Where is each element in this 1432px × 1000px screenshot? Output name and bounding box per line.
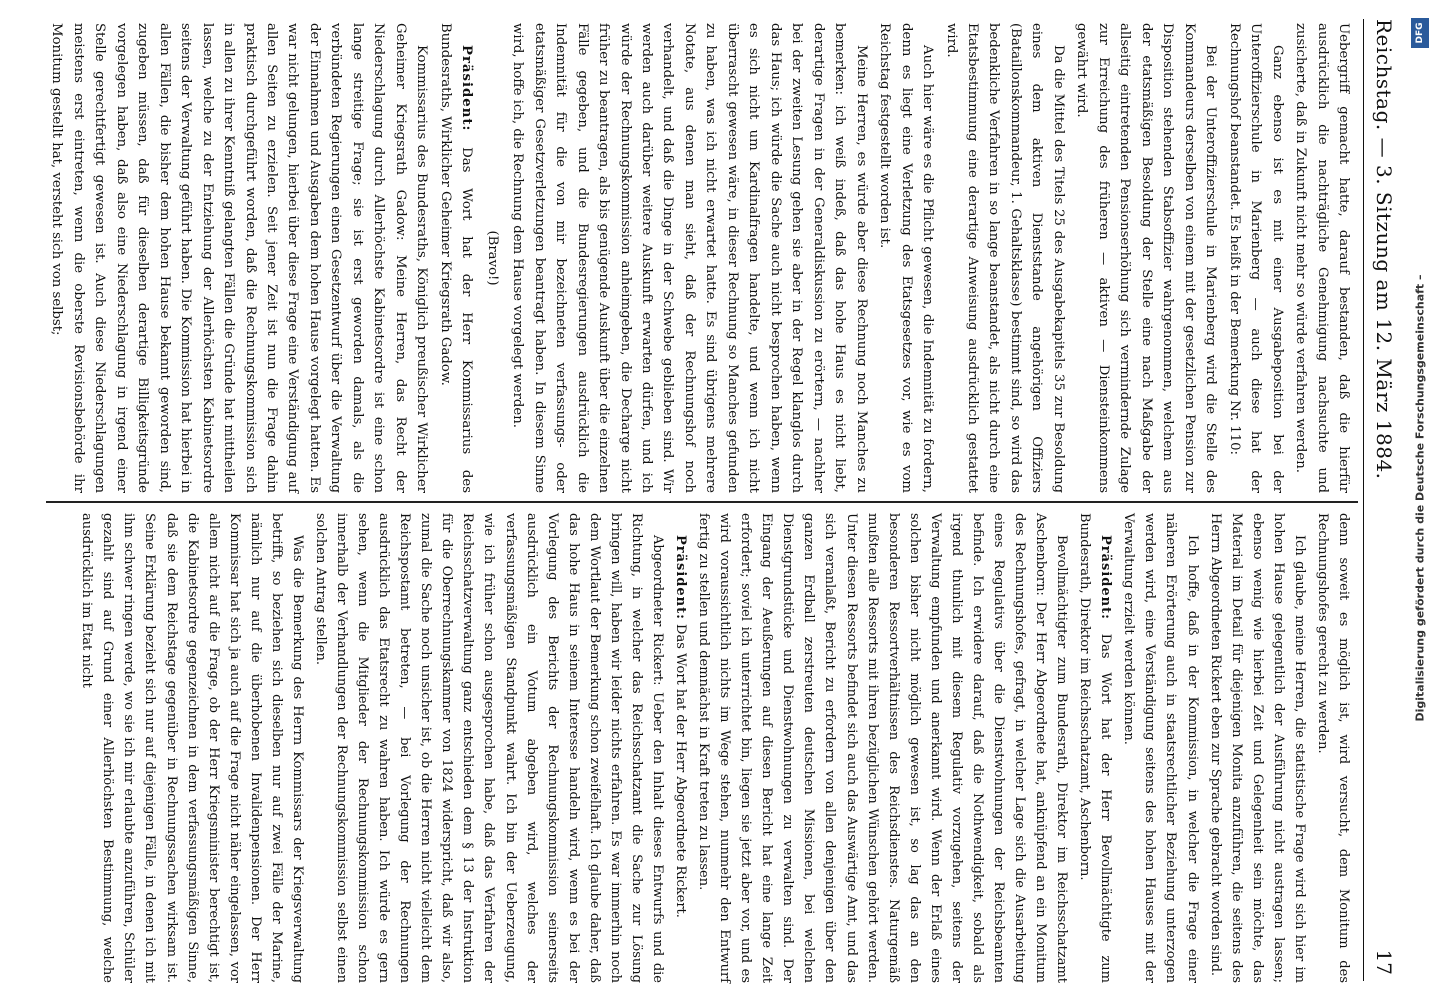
- paragraph: Meine Herren, es würde aber diese Rechnung noch Manches zu bemerken: ich weiß indeß, daß das hohe Haus es nicht liebt, derartige Fragen in der Generaldiskussion zu erörtern, — nachher bei der zweiten Lesung gehen sie aber in der Regel klanglos durch das Haus; ich würde die Sache auch nicht besprochen haben, wenn es sich nicht um Kardinalfragen handelte, und wenn ich nicht überrascht gewesen wäre, in dieser Rechnung so Manches gefunden zu haben, was ich nicht erwartet hatte. Es sind übrigens mehrere Notate, aus denen man sieht, daß der Rechnungshof noch verhandelt, und daß die Dinge in der Schwebe geblieben sind. Wir werden auch darüber weitere Auskunft erwarten dürfen, und ich würde der Rechnungskommission anheimgeben, die Decharge nicht früher zu beantragen, als bis genügende Auskunft über die einzelnen Fälle gegeben, und die Bundesregierungen ausdrücklich die Indemnität für die von mir bezeichneten verfassungs- oder etatsmäßiger Gesetzverletzungen beantragt haben. In diesem Sinne wird, hoffe ich, die Rechnung dem Hause vorgelegt werden.: [510, 23, 869, 493]
- paragraph: Ich hoffe, daß in der Kommission, in welcher die Frage einer näheren Erörterung auch in staatsrechtlicher Beziehung unterzogen werden wird, eine Verständigung seitens des hohen Hauses mit der Verwaltung erzielt werden können.: [1121, 513, 1200, 983]
- column-divider: [46, 501, 1358, 503]
- page-number: 17: [1372, 949, 1396, 975]
- page-header: [1363, 19, 1400, 981]
- speaker-paragraph: [1074, 513, 1116, 983]
- dfg-stamp-text: Digitalisierung gefördert durch die Deutsche Forschungsgemeinschaft –: [1413, 274, 1427, 722]
- paragraph: Abgeordneter Rickert: Ueber den Inhalt dieses Entwurfs und die Richtung, in welcher das Reichsschatzamt die Sache zur Lösung bringen will, haben wir leider nichts erfahren. Es war immerhin noch dem Wortlaut der Bemerkung schon zweifelhaft. Ich glaube daher, daß das hohe Haus in seinem Interesse handeln wird, wenn es bei der Vorlegung des Berichts der Rechnungskommission seinerseits ausdrücklich ein Votum abgeben wird, welches der verfassungsmäßigen Standpunkt wahrt. Ich bin der Ueberzeugung, wie ich früher schon ausgesprochen habe, daß das Verfahren der Reichsschatzverwaltung ganz entschieden dem § 13 der Instruktion für die Oberrechnungskammer von 1824 widerspricht, daß wir also, zumal die Sache noch unsicher ist, ob die Herren nicht vielleicht dem Reichspostamt betreten, — bei Vorlegung der Rechnungen ausdrücklich das Etatsrecht zu wahren haben. Ich würde es gern sehen, wenn die Mitglieder der Rechnungskommission schon innerhalb der Verhandlungen der Rechnungskommission selbst einen solchen Antrag stellen.: [313, 513, 665, 983]
- document-page: [26, 5, 1406, 995]
- applause-note: (Bravo!): [484, 230, 500, 286]
- running-title: Reichstag. — 3. Sitzung am 12. März 1884.: [1372, 19, 1396, 480]
- speaker-text: Das Wort hat der Herr Kommissarius des Bundesraths, Wirklicher Geheimer Kriegsrath Gadow.: [437, 23, 475, 493]
- speaker-text: Das Wort hat der Herr Bevollmächtigte zum Bundesrath, Direktor im Reichsschatzamt, Aschenborn.: [1077, 513, 1114, 983]
- speaker-paragraph: [434, 23, 477, 493]
- paragraph: Bevollmächtigter zum Bundesrath, Direktor im Reichsschatzamt Aschenborn: Der Herr Abgeordnete hat, anknüpfend an ein Monitum des Rechnungshofes, gefragt, in welcher Lage sich die Ausarbeitung eines Regulativs über die Dienstwohnungen der Reichsbeamten befinde. Ich erwidere darauf, daß die Nothwendigkeit, sobald als irgend thunlich mit diesem Regulativ vorzugehen, seitens der Verwaltung empfunden und anerkannt wird. Wenn der Erlaß eines solchen bisher nicht möglich gewesen ist, so lag das an den besonderen Ressortverhältnissen des Reichsdienstes. Naturgemäß mußten alle Ressorts mit ihren bezüglichen Wünschen gehört werden. Unter diesen Ressorts befindet sich auch das Auswärtige Amt, und das sich veranlaßt, Bericht zu erfordern von allen denjenigen über den ganzen Erdball zerstreuten deutschen Missionen, bei welchen Dienstgrundstücke und Dienstwohnungen zu verwalten sind. Der Eingang der Aeußerungen auf diesen Bericht hat eine lange Zeit erfordert; soviel ich unterrichtet bin, liegen sie jetzt aber vor, und es wird voraussichtlich nichts im Wege stehen, nunmehr den Entwurf fertig zu stellen und demnächst in Kraft treten zu lassen.: [696, 513, 1070, 983]
- dfg-stamp: [1410, 18, 1430, 978]
- speaker-paragraph: [670, 513, 691, 983]
- speaker-label: Präsident:: [459, 45, 475, 132]
- paragraph: Ich glaube, meine Herren, die statistische Frage wird sich hier im hohen Hause gelegentlich der Ausführung nicht austragen lassen; ebenso wenig wie hierbei Zeit und Gelegenheit sein möchte, das Material im Detail für diejenigen Monita anzuführen, die seitens des Herrn Abgeordneten Rickert eben zur Sprache gebracht worden sind.: [1207, 513, 1307, 983]
- quoted-paragraph: Bei der Unteroffizierschule in Marienberg wird die Stelle des Kommandeurs derselben von einem mit der gesetzlichen Pension zur Disposition stehenden Stabsoffizier wahrgenommen, welchem aus der etatsmäßigen Besoldung der Stelle eine nach Maßgabe der allseitig eintretenden Pensionserhöhung sich vermindernde Zulage zur Erreichung des früheren — aktiven — Diensteinkommens gewährt wird.: [1074, 23, 1219, 493]
- speaker-text: Das Wort hat der Herr Abgeordnete Rickert.: [673, 619, 689, 918]
- quoted-paragraph: Da die Mittel des Titels 25 des Ausgabekapitels 35 zur Besoldung eines dem aktiven Dienststande angehörigen Offiziers (Bataillonskommandeur, 1. Gehaltsklasse) bestimmt sind, so wird das bedenkliche Verfahren in so lange beanstandet, als nicht durch eine Etatsbestimmung eine derartige Anweisung ausdrücklich gestattet wird.: [943, 23, 1066, 493]
- paragraph: Was die Bemerkung des Herrn Kommissars der Kriegsverwaltung betrifft, so beziehen sich dieselben nur auf zwei Fälle der Marine, nämlich nur auf die überhobenen Invalidenpensionen. Der Herr Kommissar hat sich ja auch auf die Frage nicht näher eingelassen, vor allem nicht auf die Frage, ob der Herr Kriegsminister berechtigt ist, die Kabinetsordre gegenzeichnen in dem verfassungsmäßigen Sinne, daß sie dem Reichstage gegenüber in Rechnungssachen wirksam ist. Seine Erklärung bezieht sich nur auf diejenigen Fälle, in denen ich mit ihm schwer ringen werde, wo sie ich mir erlaubte anzuführen, Schüler gezahlt sind auf Grund einer Allerhöchsten Bestimmung, welche ausdrücklich im Etat nicht: [79, 513, 305, 983]
- paragraph: Ganz ebenso ist es mit einer Ausgabeposition bei der Unteroffizierschule in Marienberg — auch diese hat der Rechnungshof beanstandet. Es heißt in der Bemerkung Nr. 110:: [1226, 23, 1285, 493]
- paragraph: Uebergriff gemacht hatte, darauf bestanden, daß die hierfür ausdrücklich die nachträgliche Genehmigung nachsuchte und zusicherte, daß in Zukunft nicht mehr so würde verfahren werden.: [1293, 23, 1351, 493]
- text-column-left: [36, 23, 1354, 493]
- paragraph: Kommissarius des Bundesraths, Königlich preußischer Wirklicher Geheimer Kriegsrath Gadow: Meine Herren, das Recht der Niederschlagung durch Allerhöchste Kabinetsordre ist eine schon lange streitige Frage; sie ist erst geworden damals, als die verbündeten Regierungen einen Gesetzentwurf über die Verwaltung der Einnahmen und Ausgaben dem hohen Hause vorgelegt hatten. Es war nicht gelungen, hierbei über diese Frage eine Verständigung auf allen Seiten zu erzielen. Seit jener Zeit ist nun die Frage dahin praktisch durchgeführt worden, daß die Rechnungskommission sich in allen zu ihrer Kenntniß gelangten Fällen die Gründe hat mittheilen lassen, welche zu der Entziehung der Allerhöchsten Kabinetsordre seitens der Verwaltung geführt haben. Die Kommission hat hierbei in allen Fällen, die bisher dem hohen Hause bekannt geworden sind, zugeben müssen, daß für dieselben derartige Billigkeitsgründe vorgelegen haben, daß also eine Niederschlagung in irgend einer Stelle gerechtfertigt gewesen ist. Auch diese Niederschlagungen meistens erst eintreten, wenn die oberste Revisionsbehörde ihr Monitum gestellt hat, versteht sich von selbst;: [49, 23, 430, 493]
- speaker-label: Präsident:: [1098, 535, 1114, 620]
- speaker-label: Präsident:: [673, 535, 689, 620]
- paragraph: Auch hier wäre es die Pflicht gewesen, die Indemnität zu fordern, denn es liegt eine Verletzung des Etatsgesetzes vor, wie es vom Reichstag festgestellt worden ist.: [877, 23, 936, 493]
- text-column-right: [36, 513, 1354, 983]
- paragraph: denn soweit es möglich ist, wird versucht, dem Monitum des Rechnungshofes gerecht zu werden.: [1314, 513, 1351, 983]
- dfg-logo-icon: DFG: [1411, 18, 1429, 48]
